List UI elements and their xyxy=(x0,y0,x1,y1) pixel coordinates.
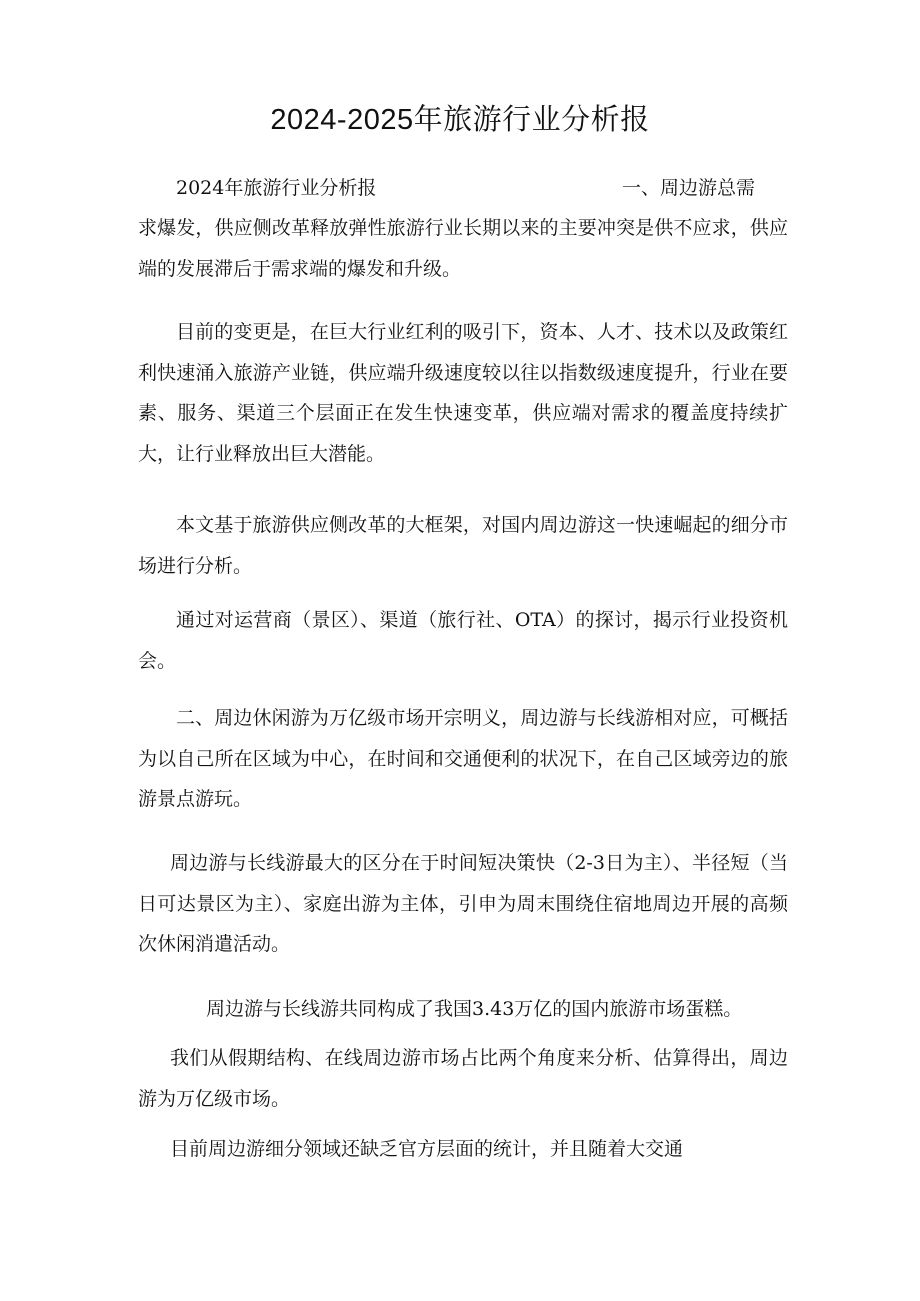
paragraph-8: 我们从假期结构、在线周边游市场占比两个角度来分析、估算得出，周边游为万亿级市场。 xyxy=(138,1047,788,1110)
paragraph-9: 目前周边游细分领域还缺乏官方层面的统计，并且随着大交通 xyxy=(170,1138,684,1160)
paragraph-5: 二、周边休闲游为万亿级市场开宗明义，周边游与长线游相对应，可概括为以自己所在区域为中心，在时间和交通便利的状况下，在自己区域旁边的旅游景点游玩。 xyxy=(138,707,788,810)
paragraph-4: 通过对运营商（景区）、渠道（旅行社、OTA）的探讨，揭示行业投资机会。 xyxy=(138,609,788,672)
paragraph-2: 目前的变更是，在巨大行业红利的吸引下，资本、人才、技术以及政策红利快速涌入旅游产业链，供应端升级速度较以往以指数级速度提升，行业在要素、服务、渠道三个层面正在发生快速变革，供应端对需求的覆盖度持续扩大，让行业释放出巨大潜能。 xyxy=(138,321,788,465)
paragraph-7: 周边游与长线游共同构成了我国3.43万亿的国内旅游市场蛋糕。 xyxy=(206,998,743,1020)
paragraph-1-head-left: 2024年旅游行业分析报 xyxy=(176,177,377,199)
paragraph-6: 周边游与长线游最大的区分在于时间短决策快（2-3日为主）、半径短（当日可达景区为主）、家庭出游为主体，引申为周末围绕住宿地周边开展的高频次休闲消遣活动。 xyxy=(138,852,788,955)
document-title: 2024-2025年旅游行业分析报 xyxy=(270,104,650,136)
paragraph-3: 本文基于旅游供应侧改革的大框架，对国内周边游这一快速崛起的细分市场进行分析。 xyxy=(138,514,788,577)
paragraph-1-rest: 求爆发，供应侧改革释放弹性旅游行业长期以来的主要冲突是供不应求，供应端的发展滞后于需求端的爆发和升级。 xyxy=(138,217,788,280)
paragraph-1-head-right: 一、周边游总需 xyxy=(622,177,756,199)
